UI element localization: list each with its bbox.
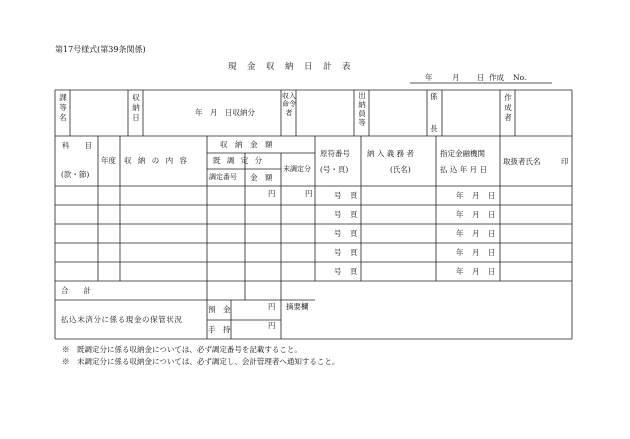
payer-header: 納 入 義 務 者	[367, 149, 415, 158]
preparer-label: 作 成 者	[504, 93, 512, 122]
row-year-unit: 年	[456, 191, 464, 200]
order-person-label: 収入命令者	[282, 92, 296, 117]
row-month-unit: 月	[472, 210, 480, 219]
row-number-unit: 号	[334, 210, 342, 219]
bank-date-header: 払 込 年 月 日	[440, 165, 488, 174]
total-label: 合 計	[61, 286, 91, 295]
row-page-unit: 頁	[350, 229, 358, 238]
row1-yen-assessed: 円	[268, 189, 276, 198]
receipt-date-text: 年 月 日収納分	[195, 108, 255, 117]
assessed-header: 既 調 定 分	[213, 156, 265, 165]
deposit-yen: 円	[268, 302, 276, 311]
chief-label: 長	[430, 124, 438, 133]
row-month-unit: 月	[472, 229, 480, 238]
row-number-unit: 号	[334, 229, 342, 238]
content-header: 収 納 の 内 容	[124, 156, 190, 165]
section-label: 課 等 名	[59, 93, 67, 122]
row-month-unit: 月	[472, 191, 480, 200]
receipt-day-label: 収 納 日	[132, 93, 140, 122]
date-no: No.	[513, 73, 527, 82]
note-assessed: ※ 既調定分に係る収納金については、必ず調定番号を記載すること。	[62, 345, 302, 354]
row-day-unit: 日	[488, 210, 496, 219]
seal-header: 印	[561, 157, 569, 166]
page-title: 現 金 収 納 日 計 表	[228, 62, 352, 72]
row-month-unit: 月	[472, 248, 480, 257]
row-page-unit: 頁	[350, 191, 358, 200]
subject-header: 科 目	[62, 141, 92, 150]
row-number-unit: 号	[334, 191, 342, 200]
disburser-label: 出 納 員 等	[358, 91, 366, 128]
deposit-label: 預 金	[208, 305, 231, 314]
row-year-unit: 年	[456, 248, 464, 257]
date-year: 年	[425, 73, 433, 82]
row-day-unit: 日	[488, 191, 496, 200]
note-unassessed: ※ 未調定分に係る収納金については、必ず調定し、会計管理者へ通知すること。	[62, 357, 340, 366]
row-page-unit: 頁	[350, 267, 358, 276]
payer-sub-header: (氏名)	[390, 165, 411, 174]
date-month: 月	[452, 73, 460, 82]
remarks-label: 摘要欄	[286, 302, 309, 311]
row-page-unit: 頁	[350, 210, 358, 219]
fiscal-year-header: 年度	[101, 156, 116, 165]
handler-header: 取扱者氏名	[503, 157, 541, 166]
subject-sub-header: (款・節)	[61, 170, 90, 179]
bank-header: 指定金融機関	[440, 149, 485, 158]
assessed-number-header: 調定番号	[209, 173, 237, 181]
row1-yen-unassessed: 円	[305, 189, 313, 198]
original-number-sub-header: (号・頁)	[320, 165, 349, 174]
row-year-unit: 年	[456, 229, 464, 238]
on-hand-label: 手 持	[208, 325, 231, 334]
row-day-unit: 日	[488, 267, 496, 276]
assessed-amount-header: 金 額	[250, 173, 273, 182]
row-page-unit: 頁	[350, 248, 358, 257]
staff-label: 係	[430, 92, 438, 101]
row-year-unit: 年	[456, 267, 464, 276]
row-month-unit: 月	[472, 267, 480, 276]
form-reference: 第17号様式(第39条関係)	[55, 45, 146, 54]
date-day: 日	[477, 73, 485, 82]
row-number-unit: 号	[334, 248, 342, 257]
amount-group-header: 収 納 金 額	[220, 140, 273, 149]
row-number-unit: 号	[334, 267, 342, 276]
row-day-unit: 日	[488, 248, 496, 257]
on-hand-yen: 円	[268, 321, 276, 330]
date-created: 作成	[489, 73, 504, 82]
row-year-unit: 年	[456, 210, 464, 219]
unassessed-header: 未調定分	[283, 165, 311, 173]
cash-status-label: 払込未済分に係る現金の保管状況	[61, 315, 183, 324]
original-number-header: 原符番号	[320, 149, 350, 158]
row-day-unit: 日	[488, 229, 496, 238]
